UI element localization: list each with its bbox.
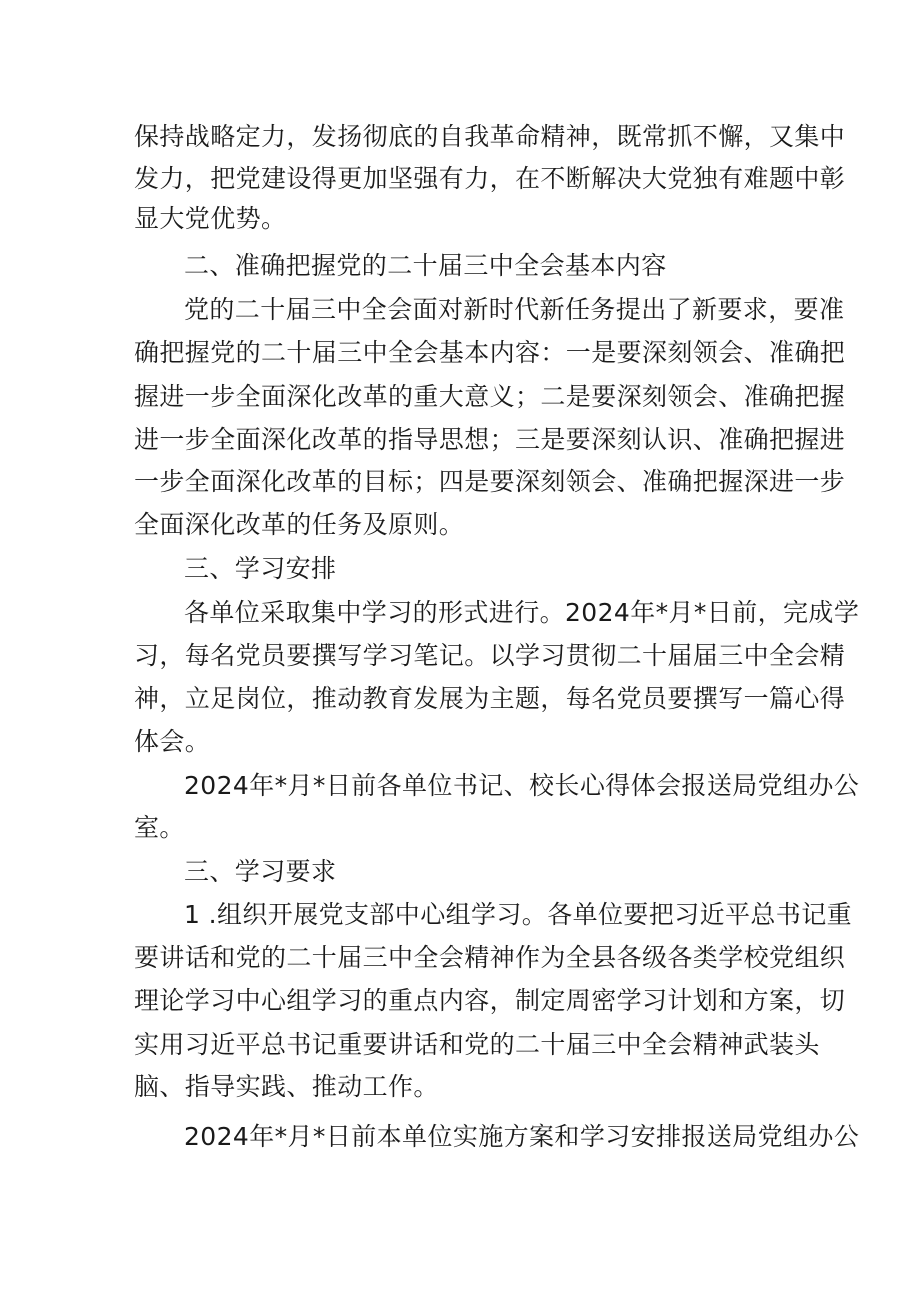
paragraph-line: 体会。 <box>134 727 211 756</box>
paragraph-line: 显大党优势。 <box>134 204 287 233</box>
paragraph-line: 2024年*月*日前各单位书记、校长心得体会报送局党组办公 <box>184 771 860 800</box>
paragraph-line: 各单位采取集中学习的形式进行。2024年*月*日前，完成学 <box>184 598 860 627</box>
paragraph-line: 发力，把党建设得更加坚强有力，在不断解决大党独有难题中彰 <box>134 164 846 193</box>
paragraph-line: 确把握党的二十届三中全会基本内容：一是要深刻领会、准确把 <box>134 338 846 367</box>
paragraph-line: 室。 <box>134 813 185 842</box>
paragraph-line: 实用习近平总书记重要讲话和党的二十届三中全会精神武装头 <box>134 1030 820 1059</box>
paragraph-line: 2024年*月*日前本单位实施方案和学习安排报送局党组办公 <box>184 1122 860 1151</box>
section-heading: 三、学习安排 <box>184 554 337 583</box>
section-heading: 三、学习要求 <box>184 857 337 886</box>
paragraph-line: 理论学习中心组学习的重点内容，制定周密学习计划和方案，切 <box>134 986 846 1015</box>
paragraph-line: 脑、指导实践、推动工作。 <box>134 1072 439 1101</box>
paragraph-line: 神，立足岗位，推动教育发展为主题，每名党员要撰写一篇心得 <box>134 684 846 713</box>
paragraph-line: 一步全面深化改革的目标；四是要深刻领会、准确把握深进一步 <box>134 467 846 496</box>
paragraph-line: 党的二十届三中全会面对新时代新任务提出了新要求，要准 <box>184 295 845 324</box>
paragraph-line: 握进一步全面深化改革的重大意义；二是要深刻领会、准确把握 <box>134 382 846 411</box>
paragraph-line: 进一步全面深化改革的指导思想；三是要深刻认识、准确把握进 <box>134 425 846 454</box>
section-heading: 二、准确把握党的二十届三中全会基本内容 <box>184 251 667 280</box>
paragraph-line: 习，每名党员要撰写学习笔记。以学习贯彻二十届届三中全会精 <box>134 641 846 670</box>
paragraph-line: 1 .组织开展党支部中心组学习。各单位要把习近平总书记重 <box>184 900 853 929</box>
paragraph-line: 保持战略定力，发扬彻底的自我革命精神，既常抓不懈，又集中 <box>134 122 846 151</box>
paragraph-line: 全面深化改革的任务及原则。 <box>134 510 465 539</box>
paragraph-line: 要讲话和党的二十届三中全会精神作为全县各级各类学校党组织 <box>134 943 846 972</box>
